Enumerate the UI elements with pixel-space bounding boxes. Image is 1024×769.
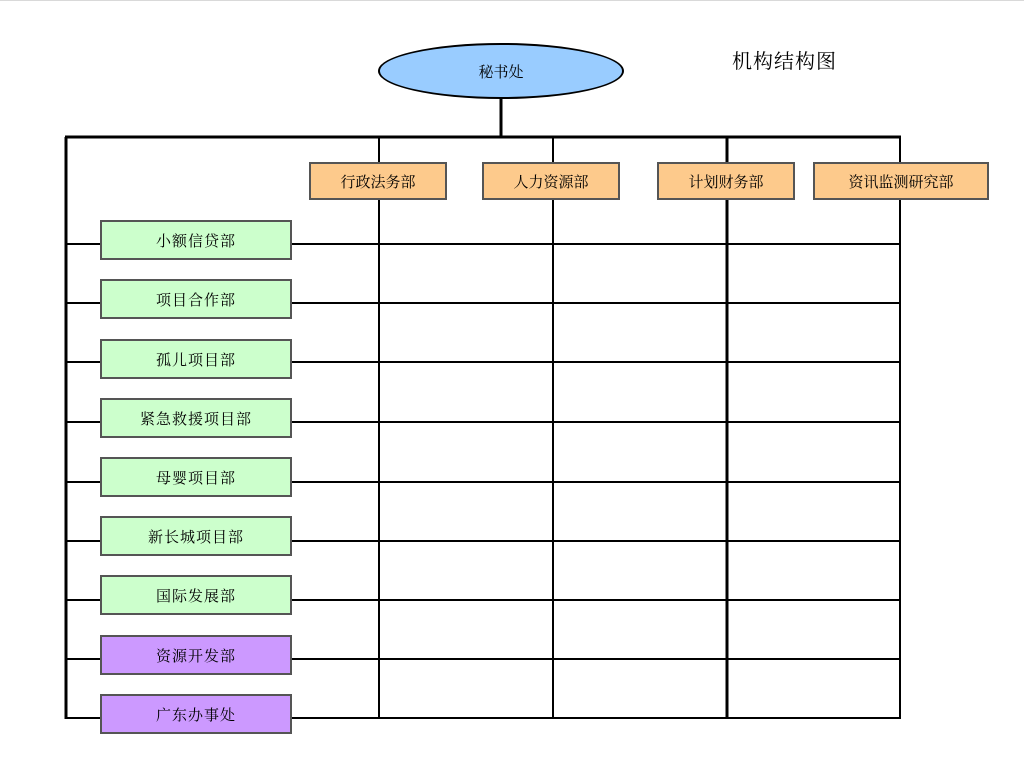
project-node: 母婴项目部 — [100, 457, 292, 497]
department-node: 人力资源部 — [482, 162, 620, 200]
project-node: 小额信贷部 — [100, 220, 292, 260]
root-node: 秘书处 — [378, 43, 624, 99]
project-node: 资源开发部 — [100, 635, 292, 675]
department-node: 行政法务部 — [309, 162, 447, 200]
project-node: 新长城项目部 — [100, 516, 292, 556]
project-node: 孤儿项目部 — [100, 339, 292, 379]
department-node: 计划财务部 — [657, 162, 795, 200]
department-node: 资讯监测研究部 — [813, 162, 989, 200]
project-node: 国际发展部 — [100, 575, 292, 615]
chart-title: 机构结构图 — [732, 49, 837, 73]
project-node: 紧急救援项目部 — [100, 398, 292, 438]
project-node: 广东办事处 — [100, 694, 292, 734]
project-node: 项目合作部 — [100, 279, 292, 319]
